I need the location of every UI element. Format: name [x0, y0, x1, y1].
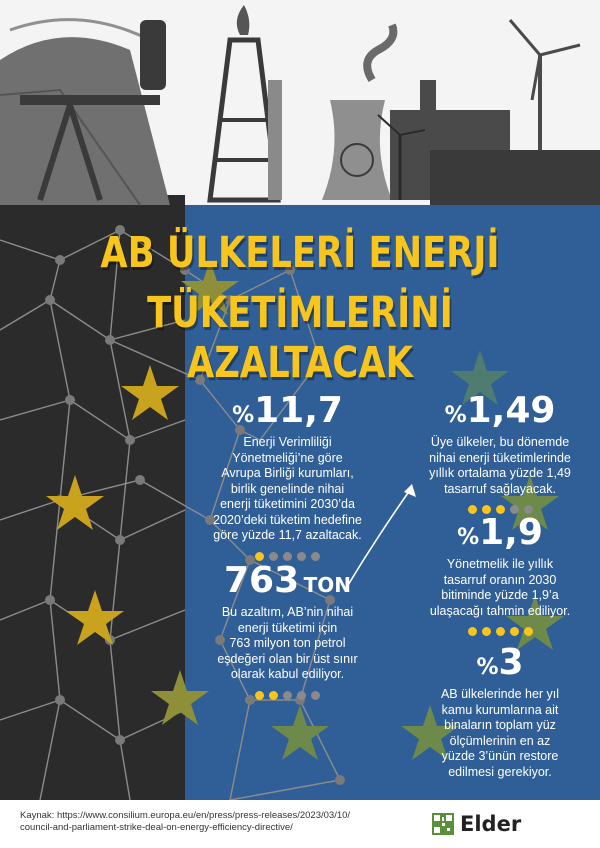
stat-block-building-renovation	[405, 642, 595, 780]
stat-prefix: %	[444, 403, 467, 428]
stat-block-annual-rate	[405, 512, 595, 636]
stat-description: Üye ülkeler, bu dönemde nihai enerji tüketimlerinde yıllık ortalama yüzde 1,49 tasarruf sağlayacak.	[429, 435, 571, 496]
stat-prefix: %	[457, 525, 480, 550]
source-line-2: council-and-parliament-strike-deal-on-energy-efficiency-directive/	[20, 822, 293, 833]
dot-empty	[311, 691, 320, 700]
elder-logo	[432, 812, 521, 836]
stat-block-ton-cap	[190, 560, 385, 700]
stat-description: AB ülkelerinde her yıl kamu kurumlarına ait binaların toplam yüz ölçümlerinin en az yüzde 3’ünün restore edilmesi gerekiyor.	[440, 687, 560, 779]
dot-filled	[510, 627, 519, 636]
stat-value: 1,49	[466, 390, 556, 431]
source-citation	[20, 810, 400, 834]
stat-block-member-savings	[405, 390, 595, 514]
dot-filled	[269, 691, 278, 700]
stat-description: Yönetmelik ile yıllık tasarruf oranın 2030 bitiminde yüzde 1,9’a ulaşacağı tahmin ediliyor.	[429, 557, 571, 618]
rating-dots	[190, 691, 385, 700]
rating-dots	[405, 627, 595, 636]
stat-value: 3	[498, 642, 524, 683]
dot-filled	[524, 627, 533, 636]
source-line-1: Kaynak: https://www.consilium.europa.eu/en/press/press-releases/2023/03/10/	[20, 810, 351, 821]
dot-empty	[283, 691, 292, 700]
stat-value: 1,9	[479, 512, 543, 553]
logo-text: Elder	[460, 812, 522, 836]
dot-filled	[482, 627, 491, 636]
stat-value: 763	[224, 560, 300, 601]
qr-logo-icon	[432, 813, 454, 835]
stat-description: Bu azaltım, AB’nin nihai enerji tüketimi için 763 milyon ton petrol eşdeğeri olan bir üst sınır olarak kabul ediliyor.	[217, 605, 358, 681]
dot-filled	[468, 627, 477, 636]
dot-filled	[496, 627, 505, 636]
title-line-2: TÜKETİMLERİNİ AZALTACAK	[147, 288, 453, 388]
stat-block-eu-target	[190, 390, 385, 561]
dot-filled	[255, 691, 264, 700]
stat-description: Enerji Verimliliği Yönetmeliği’ne göre Avrupa Birliği kurumları, birlik genelinde nihai enerji tüketimini 2030’da 2020’deki tüketim hedefine göre yüzde 11,7 azaltacak.	[213, 435, 362, 542]
title-line-1: AB ÜLKELERİ ENERJİ	[100, 228, 500, 278]
stat-prefix: %	[476, 655, 499, 680]
stat-suffix: TON	[303, 573, 351, 597]
dot-empty	[297, 691, 306, 700]
stat-prefix: %	[232, 403, 255, 428]
stat-value: 11,7	[254, 390, 343, 431]
footer	[0, 800, 600, 848]
